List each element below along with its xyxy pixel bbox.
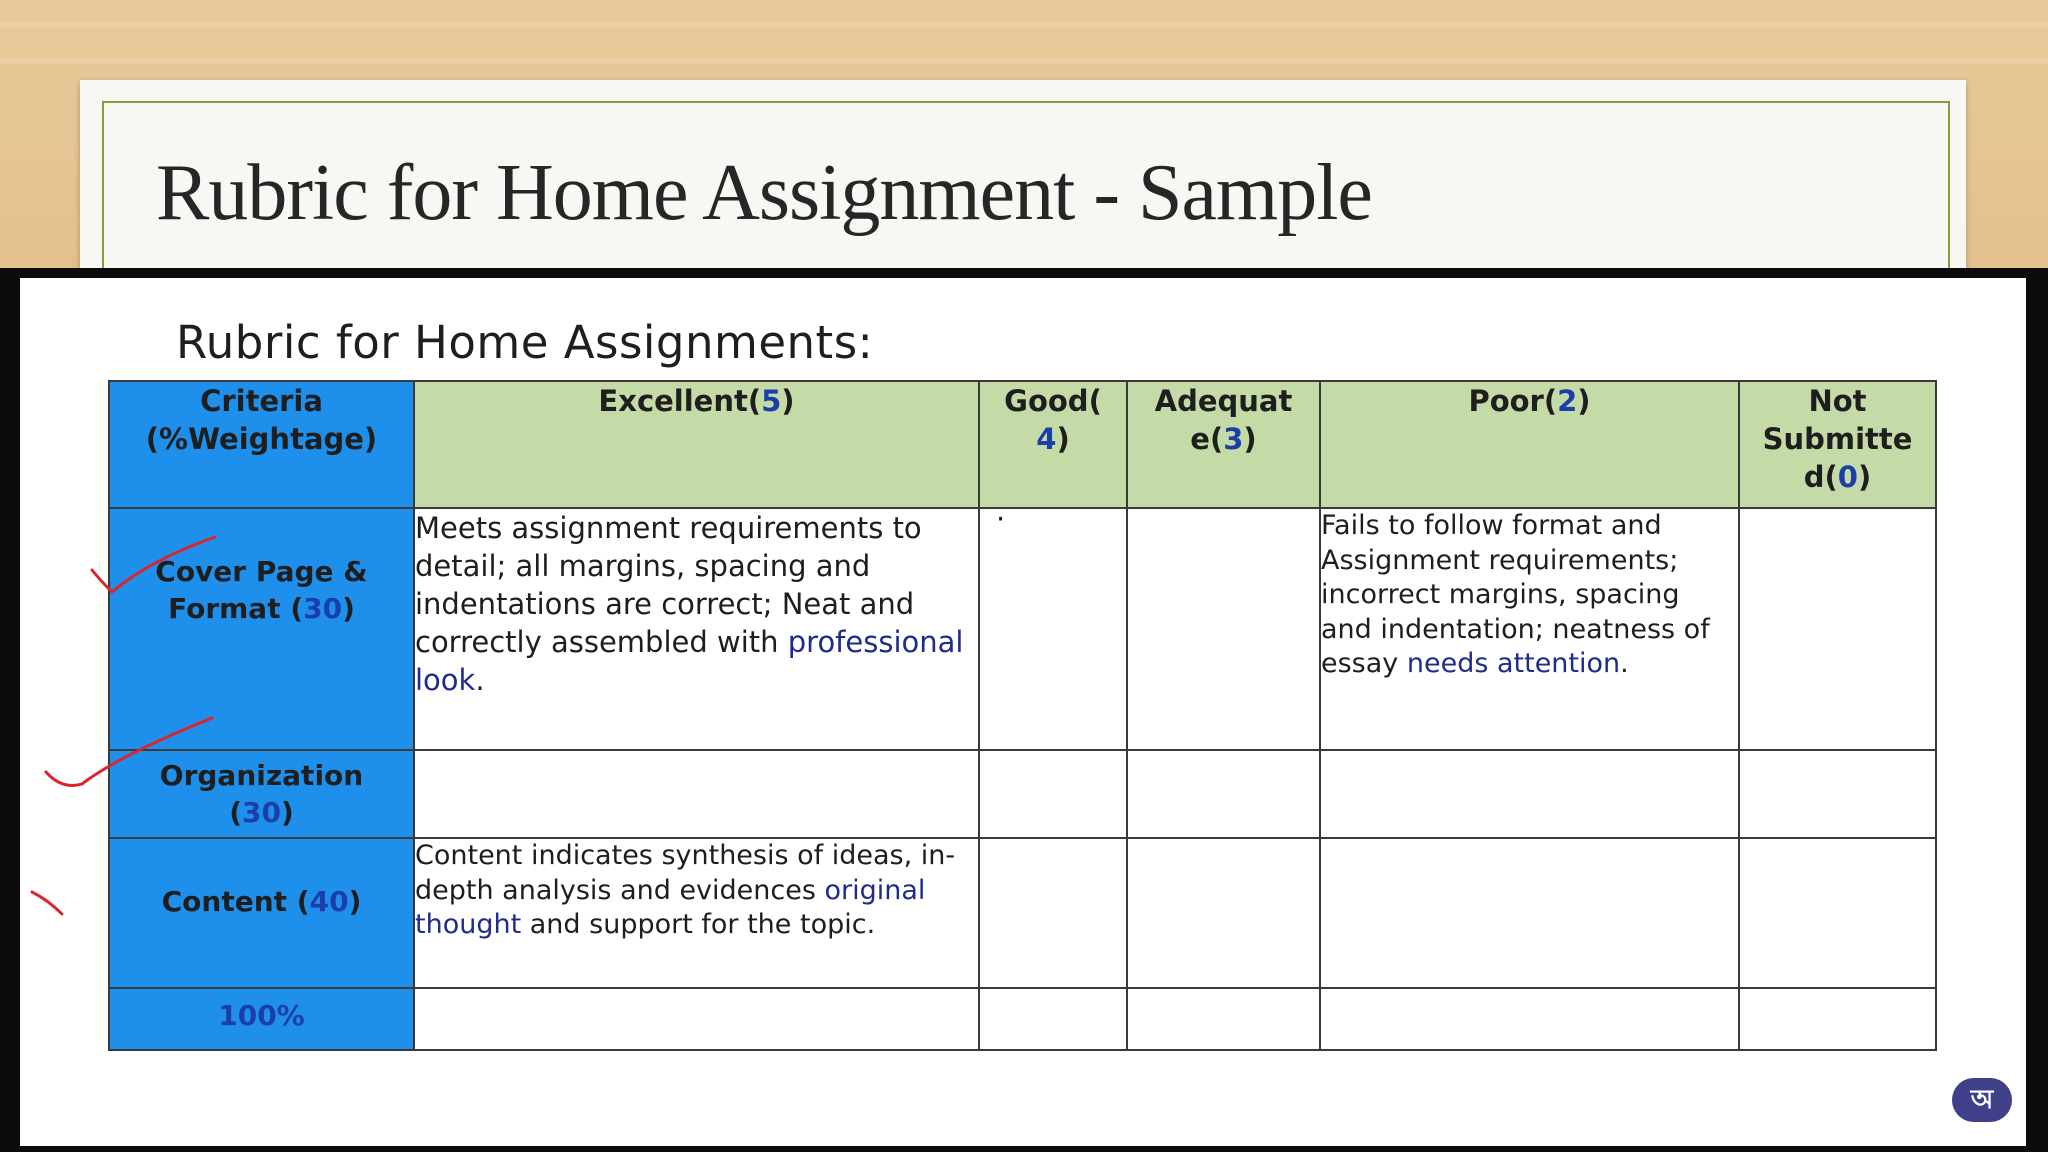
header-adequate: Adequat e(3) [1127,381,1320,508]
header-good: Good( 4) [979,381,1127,508]
cell-excellent-cover: Meets assignment requirements to detail; all margins, spacing and indentations are correct; Neat and correctly assembled with professional look. [414,508,979,750]
criterion-cover-format: Cover Page & Format (30) [109,508,414,750]
cell-excellent-content: Content indicates synthesis of ideas, in-depth analysis and evidences original thought and support for the topic. [414,838,979,988]
cell-poor-cover: Fails to follow format and Assignment requirements; incorrect margins, spacing and indentation; neatness of essay needs attention. [1320,508,1739,750]
red-tick-mark-cover [92,537,215,592]
red-tick-mark-organization [46,718,212,786]
header-poor: Poor(2) [1320,381,1739,508]
slide-title: Rubric for Home Assignment - Sample [156,149,1372,237]
channel-logo: অ [1952,1078,2012,1122]
document-heading: Rubric for Home Assignments: [176,316,874,369]
header-excellent: Excellent(5) [414,381,979,508]
total-weight: 100% [109,988,414,1050]
criterion-content: Content (40) [109,838,414,988]
red-tick-mark-content [32,892,62,914]
cell-good-cover: · [979,508,1127,750]
criterion-organization: Organization (30) [109,750,414,838]
header-criteria: Criteria (%Weightage) [109,381,414,508]
header-not-submitted: Not Submitte d(0) [1739,381,1936,508]
